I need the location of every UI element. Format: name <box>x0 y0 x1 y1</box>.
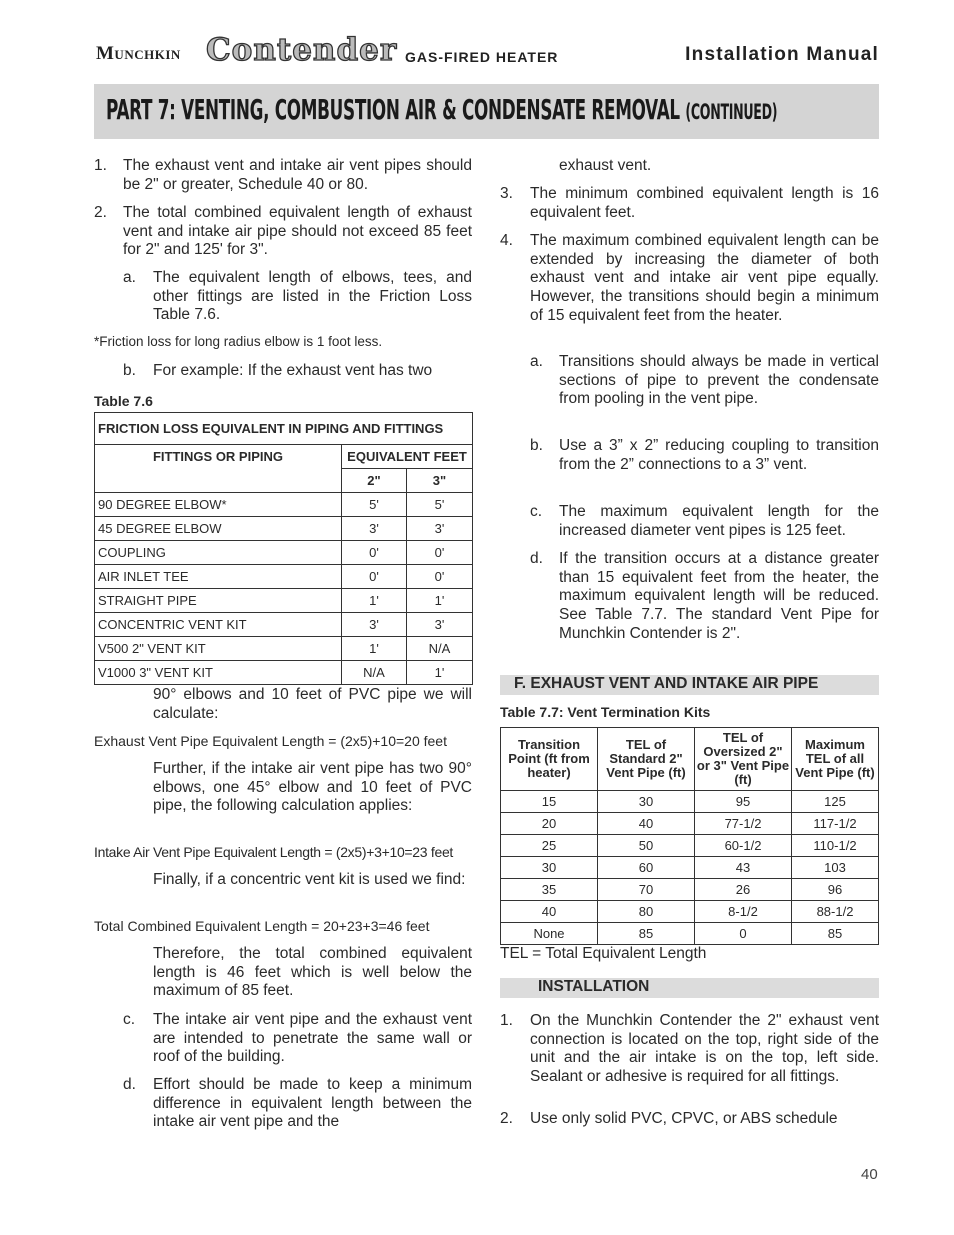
col-equivalent: EQUIVALENT FEET <box>342 445 473 469</box>
transition-point: 30 <box>501 857 598 879</box>
tel-standard: 50 <box>598 835 695 857</box>
item-4a-text: Transitions should always be made in vertical sections of pipe to prevent the condensate from pooling in the vent pipe. <box>559 353 879 408</box>
item-3-text: The minimum combined equivalent length is 16 equivalent feet. <box>530 185 879 221</box>
table-row <box>95 661 473 685</box>
max-tel: 103 <box>792 857 879 879</box>
item-2b-text: For example: If the exhaust vent has two <box>153 362 433 379</box>
table-row <box>95 541 473 565</box>
item-4c-text: The maximum equivalent length for the increased diameter vent pipes is 125 feet. <box>559 503 879 539</box>
item-letter: b. <box>530 437 543 454</box>
tel-standard: 70 <box>598 879 695 901</box>
transition-point: 25 <box>501 835 598 857</box>
value-2in: 5' <box>342 493 407 517</box>
col-3in: 3" <box>407 469 473 493</box>
table-title: FRICTION LOSS EQUIVALENT IN PIPING AND FITTINGS <box>95 413 473 445</box>
table-row <box>501 857 879 879</box>
item-number: 1. <box>94 157 107 174</box>
col-tel-oversized: TEL of Oversized 2" or 3" Vent Pipe (ft) <box>695 728 792 791</box>
value-3in: 1' <box>407 589 473 613</box>
tel-standard: 40 <box>598 813 695 835</box>
item-letter: d. <box>530 550 543 567</box>
table-header-row <box>501 728 879 791</box>
transition-point: 40 <box>501 901 598 923</box>
example-concentric: Finally, if a concentric vent kit is used we find: <box>153 871 466 888</box>
table-row <box>501 879 879 901</box>
friction-loss-table <box>94 412 473 685</box>
table-row <box>501 901 879 923</box>
installation-heading <box>500 978 879 998</box>
value-3in: N/A <box>407 637 473 661</box>
tel-standard: 85 <box>598 923 695 945</box>
example-conclusion: Therefore, the total combined equivalent length is 46 feet which is well below the maximum of 85 feet. <box>153 945 472 1000</box>
item-letter: a. <box>530 353 543 370</box>
col-tel-standard: TEL of Standard 2" Vent Pipe (ft) <box>598 728 695 791</box>
item-letter: c. <box>123 1011 136 1028</box>
table-title-row <box>95 413 473 445</box>
fitting-name: 90 DEGREE ELBOW* <box>95 493 342 517</box>
value-3in: 1' <box>407 661 473 685</box>
value-3in: 5' <box>407 493 473 517</box>
page-header <box>96 28 879 74</box>
max-tel: 125 <box>792 791 879 813</box>
item-number: 1. <box>500 1012 513 1029</box>
item-2d-text: Effort should be made to keep a minimum difference in equivalent length between the intake air vent pipe and the <box>153 1076 472 1131</box>
value-2in: 1' <box>342 589 407 613</box>
tel-oversized: 0 <box>695 923 792 945</box>
product-type: GAS-FIRED HEATER <box>405 49 559 65</box>
col-fittings: FITTINGS OR PIPING <box>95 445 342 493</box>
fitting-name: COUPLING <box>95 541 342 565</box>
item-2-text: The total combined equivalent length of exhaust vent and intake air pipe should not exceed 85 feet for 2" and 125' for 3". <box>123 204 472 259</box>
transition-point: 35 <box>501 879 598 901</box>
installation-title: INSTALLATION <box>538 978 650 995</box>
item-letter: c. <box>530 503 543 520</box>
value-3in: 3' <box>407 517 473 541</box>
transition-point: None <box>501 923 598 945</box>
tel-standard: 80 <box>598 901 695 923</box>
value-2in: 3' <box>342 613 407 637</box>
equation-total: Total Combined Equivalent Length = 20+23+3=46 feet <box>94 918 430 934</box>
munchkin-logo: Munchkin <box>96 43 181 64</box>
item-2a-text: The equivalent length of elbows, tees, and other fittings are listed in the Friction Loss Table 7.6. <box>153 269 472 324</box>
tel-oversized: 95 <box>695 791 792 813</box>
max-tel: 85 <box>792 923 879 945</box>
fitting-name: V1000 3" VENT KIT <box>95 661 342 685</box>
item-number: 2. <box>500 1110 513 1127</box>
max-tel: 117-1/2 <box>792 813 879 835</box>
value-3in: 0' <box>407 541 473 565</box>
fitting-name: V500 2" VENT KIT <box>95 637 342 661</box>
fitting-name: AIR INLET TEE <box>95 565 342 589</box>
table-7-6-caption: Table 7.6 <box>94 393 153 409</box>
tel-oversized: 60-1/2 <box>695 835 792 857</box>
item-letter: d. <box>123 1076 136 1093</box>
item-letter: a. <box>123 269 136 286</box>
fitting-name: 45 DEGREE ELBOW <box>95 517 342 541</box>
tel-note: TEL = Total Equivalent Length <box>500 945 707 962</box>
tel-oversized: 77-1/2 <box>695 813 792 835</box>
item-1-text: The exhaust vent and intake air vent pipes should be 2" or greater, Schedule 40 or 80. <box>123 157 472 193</box>
contender-logo: Contender <box>206 32 398 68</box>
table-row <box>95 493 473 517</box>
item-4d-text: If the transition occurs at a distance greater than 15 equivalent feet from the heater, the maximum equivalent length will be reduced. See Table 7.7. The standard Vent Pipe for Munchkin Contender is 2". <box>559 550 879 642</box>
table-row <box>95 517 473 541</box>
example-continued: 90° elbows and 10 feet of PVC pipe we will calculate: <box>153 686 472 722</box>
item-number: 2. <box>94 204 107 221</box>
item-4-text: The maximum combined equivalent length can be extended by increasing the diameter of both exhaust vent and intake air vent pipe equally. However, the transitions should begin a minimum of 15 equivalent feet from the heater. <box>530 232 879 324</box>
table-header-row <box>95 445 473 469</box>
value-2in: 0' <box>342 541 407 565</box>
table-row <box>95 565 473 589</box>
value-2in: 0' <box>342 565 407 589</box>
col-2in: 2" <box>342 469 407 493</box>
banner-title-wrap <box>106 93 777 126</box>
footnote: *Friction loss for long radius elbow is 1 foot less. <box>94 334 383 349</box>
banner-continued: (CONTINUED) <box>685 100 778 124</box>
equation-intake: Intake Air Vent Pipe Equivalent Length = (2x5)+3+10=23 feet <box>94 844 454 860</box>
example-intake: Further, if the intake air vent pipe has two 90° elbows, one 45° elbow and 10 feet of PVC pipe, the following calculation applies: <box>153 760 472 815</box>
value-3in: 0' <box>407 565 473 589</box>
tel-oversized: 26 <box>695 879 792 901</box>
item-2c-text: The intake air vent pipe and the exhaust vent are intended to penetrate the same wall or roof of the building. <box>153 1011 472 1066</box>
value-2in: 1' <box>342 637 407 661</box>
tel-standard: 60 <box>598 857 695 879</box>
item-4b-text: Use a 3” x 2” reducing coupling to transition from the 2” connections to a 3” vent. <box>559 437 879 473</box>
section-f-title: F. EXHAUST VENT AND INTAKE AIR PIPE <box>514 675 819 692</box>
max-tel: 88-1/2 <box>792 901 879 923</box>
value-3in: 3' <box>407 613 473 637</box>
max-tel: 110-1/2 <box>792 835 879 857</box>
value-2in: 3' <box>342 517 407 541</box>
tel-standard: 30 <box>598 791 695 813</box>
max-tel: 96 <box>792 879 879 901</box>
table-row <box>95 637 473 661</box>
equation-exhaust: Exhaust Vent Pipe Equivalent Length = (2x5)+10=20 feet <box>94 733 447 749</box>
manual-title: Installation Manual <box>685 44 879 65</box>
table-row <box>95 589 473 613</box>
fitting-name: STRAIGHT PIPE <box>95 589 342 613</box>
table-row <box>501 835 879 857</box>
table-row <box>501 813 879 835</box>
col-max-tel: Maximum TEL of all Vent Pipe (ft) <box>792 728 879 791</box>
transition-point: 15 <box>501 791 598 813</box>
table-row <box>501 791 879 813</box>
tel-oversized: 43 <box>695 857 792 879</box>
item-letter: b. <box>123 362 136 379</box>
table-row <box>501 923 879 945</box>
section-f-heading <box>500 675 879 695</box>
part-banner <box>94 84 879 139</box>
item-2d-continued: exhaust vent. <box>559 157 652 174</box>
install-1-text: On the Munchkin Contender the 2" exhaust vent connection is located on the top, right side of the unit and the air intake is on the top, left side. Sealant or adhesive is required for all fittings. <box>530 1012 879 1086</box>
item-number: 4. <box>500 232 513 249</box>
tel-oversized: 8-1/2 <box>695 901 792 923</box>
page-number: 40 <box>861 1166 878 1183</box>
fitting-name: CONCENTRIC VENT KIT <box>95 613 342 637</box>
table-row <box>95 613 473 637</box>
transition-point: 20 <box>501 813 598 835</box>
item-number: 3. <box>500 185 513 202</box>
col-transition-point: Transition Point (ft from heater) <box>501 728 598 791</box>
table-7-7-caption: Table 7.7: Vent Termination Kits <box>500 704 711 720</box>
banner-title: PART 7: VENTING, COMBUSTION AIR & CONDENSATE REMOVAL <box>106 93 680 126</box>
install-2-text: Use only solid PVC, CPVC, or ABS schedule <box>530 1110 838 1127</box>
vent-termination-table <box>500 727 879 945</box>
value-2in: N/A <box>342 661 407 685</box>
